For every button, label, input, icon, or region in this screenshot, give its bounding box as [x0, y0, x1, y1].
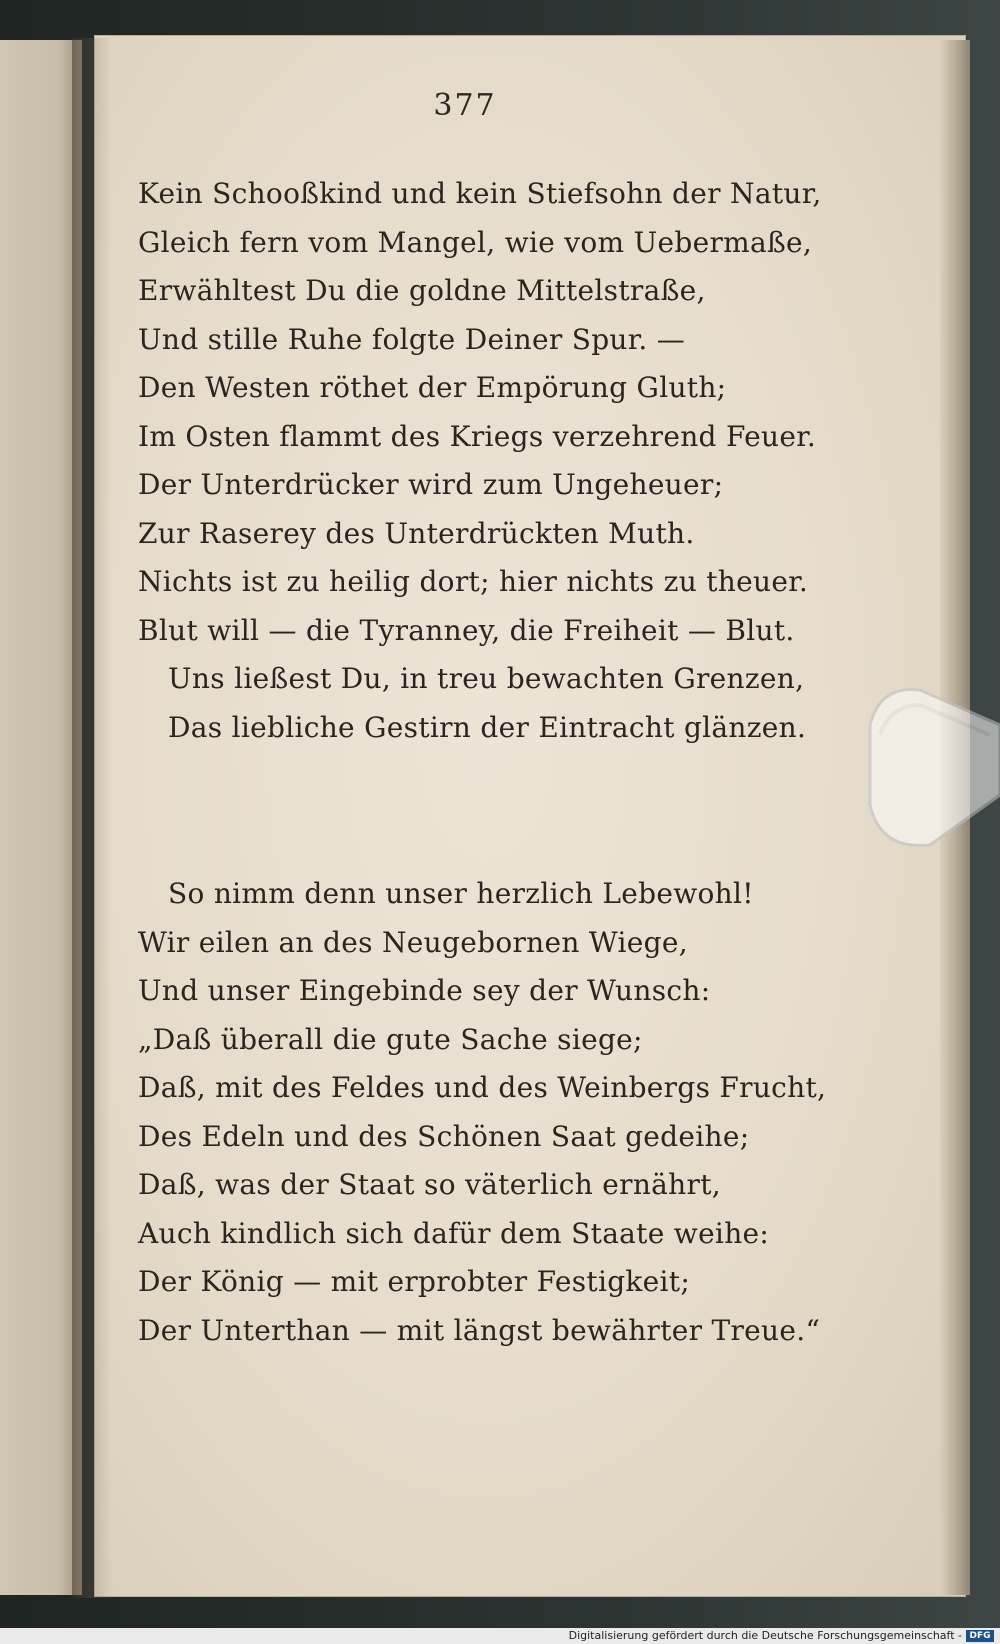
dfg-logo: DFG: [966, 1630, 994, 1642]
poem-line: Der König — mit erprobter Festigkeit;: [138, 1265, 691, 1298]
poem-line: Nichts ist zu heilig dort; hier nichts zu theuer.: [138, 565, 809, 598]
poem-line: Blut will — die Tyranney, die Freiheit — Blut.: [138, 613, 795, 647]
poem-line: Daß, mit des Feldes und des Weinbergs Frucht,: [138, 1071, 827, 1104]
poem-line: Auch kindlich sich dafür dem Staate weihe:: [138, 1216, 770, 1250]
left-page-edge: [0, 40, 82, 1595]
poem-line: Der Unterthan — mit längst bewährter Treue.“: [138, 1313, 821, 1347]
poem-line: So nimm denn unser herzlich Lebewohl!: [168, 877, 754, 910]
poem-line: Und unser Eingebinde sey der Wunsch:: [138, 974, 711, 1007]
poem-line: Erwähltest Du die goldne Mittelstraße,: [138, 274, 706, 307]
poem-line: Im Osten flammt des Kriegs verzehrend Feuer.: [138, 419, 817, 453]
poem-line: Und stille Ruhe folgte Deiner Spur. —: [138, 322, 686, 356]
poem-stanza-1: [138, 170, 822, 752]
poem-line: Kein Schooßkind und kein Stiefsohn der Natur,: [138, 177, 822, 210]
poem-line: Zur Raserey des Unterdrückten Muth.: [138, 516, 695, 550]
page-number: 377: [433, 88, 497, 123]
poem-line: Wir eilen an des Neugebornen Wiege,: [138, 925, 688, 959]
poem-line: Das liebliche Gestirn der Eintracht glänzen.: [168, 710, 807, 744]
poem-line: Daß, was der Staat so väterlich ernährt,: [138, 1168, 721, 1201]
book-spine-shadow: [72, 38, 112, 1598]
poem-line: Uns ließest Du, in treu bewachten Grenzen,: [168, 662, 805, 695]
poem-line: „Daß überall die gute Sache siege;: [138, 1022, 643, 1056]
footer-credit: Digitalisierung gefördert durch die Deutsche Forschungsgemeinschaft -: [568, 1629, 962, 1642]
poem-line: Der Unterdrücker wird zum Ungeheuer;: [138, 468, 724, 501]
poem-line: Gleich fern vom Mangel, wie vom Uebermaße,: [138, 225, 813, 259]
poem-line: Des Edeln und des Schönen Saat gedeihe;: [138, 1119, 750, 1153]
page-holder-clip-icon: [850, 665, 1000, 865]
poem-line: Den Westen röthet der Empörung Gluth;: [138, 371, 727, 404]
poem-stanza-2: [138, 870, 826, 1355]
